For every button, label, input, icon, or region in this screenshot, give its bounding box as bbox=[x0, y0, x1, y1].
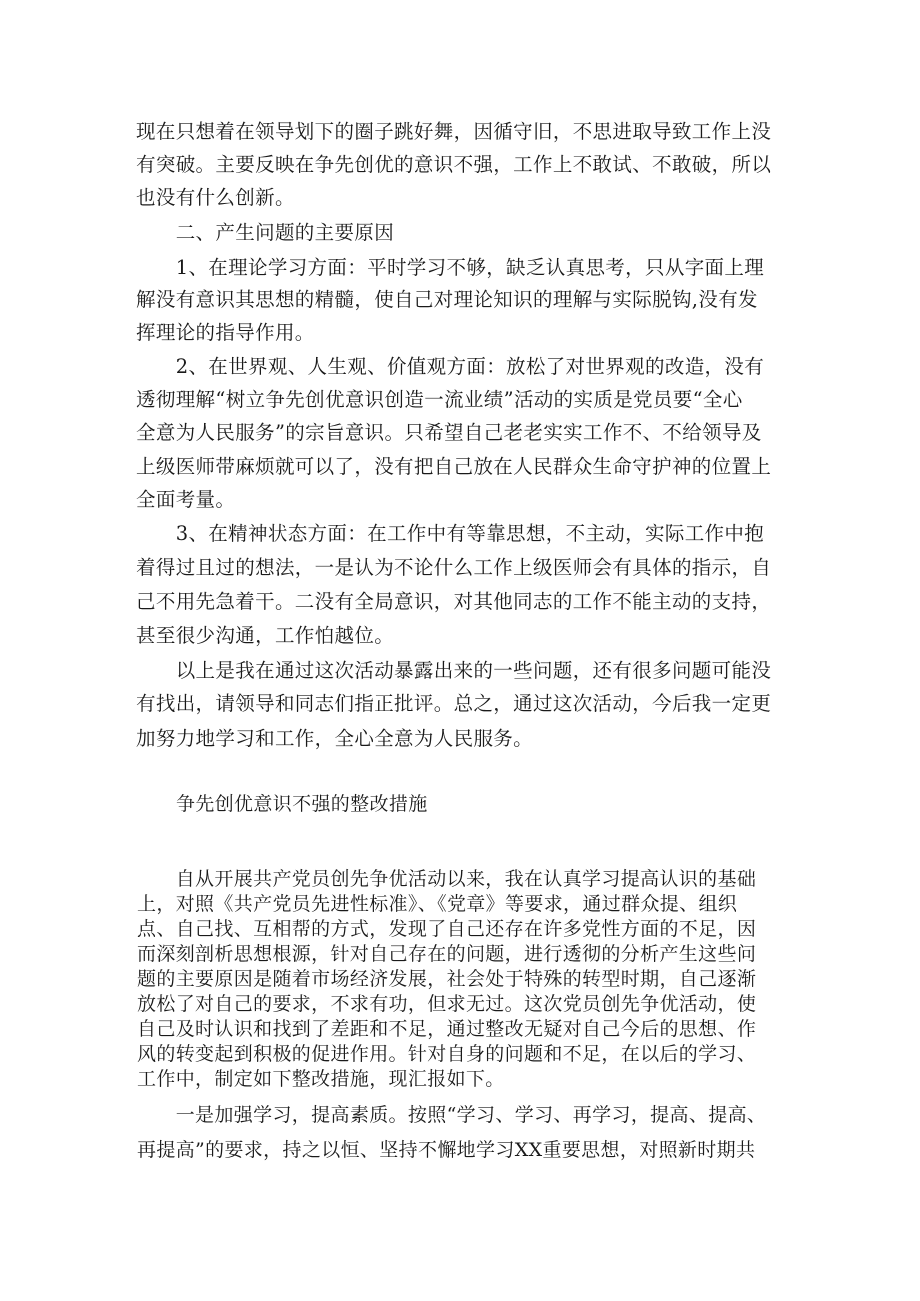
paragraph-line: 透彻理解“树立争先创优意识创造一流业绩”活动的实质是党员要“全心 bbox=[136, 388, 743, 411]
paragraph-line: 自己及时认识和找到了差距和不足，通过整改无疑对自己今后的思想、作 bbox=[137, 1018, 757, 1040]
paragraph-line: 有找出，请领导和同志们指正批评。总之，通过这次活动，今后我一定更 bbox=[136, 692, 772, 715]
paragraph-line: 点、自己找、互相帮的方式，发现了自己还存在许多党性方面的不足，因 bbox=[137, 918, 757, 940]
section-heading: 二、产生问题的主要原因 bbox=[136, 221, 395, 244]
paragraph-line: 2、在世界观、人生观、价值观方面：放松了对世界观的改造，没有 bbox=[136, 355, 765, 378]
paragraph-line: 甚至很少沟通，工作怕越位。 bbox=[136, 624, 395, 647]
paragraph-line: 全意为人民服务”的宗旨意识。只希望自己老老实实工作不、不给领导及 bbox=[136, 421, 762, 444]
paragraph-line: 现在只想着在领导划下的圈子跳好舞，因循守旧，不思进取导致工作上没 bbox=[136, 120, 772, 143]
paragraph-line: 而深刻剖析思想根源，针对自己存在的问题，进行透彻的分析产生这些问 bbox=[137, 943, 757, 965]
paragraph-line: 加努力地学习和工作，全心全意为人民服务。 bbox=[136, 727, 534, 750]
paragraph-line: 己不用先急着干。二没有全局意识，对其他同志的工作不能主动的支持， bbox=[136, 590, 772, 613]
paragraph-line: 挥理论的指导作用。 bbox=[136, 321, 315, 344]
document-title: 争先创优意识不强的整改措施 bbox=[176, 793, 428, 815]
paragraph-line: 以上是我在通过这次活动暴露出来的一些问题，还有很多问题可能没 bbox=[136, 659, 772, 682]
paragraph-line: 3、在精神状态方面：在工作中有等靠思想，不主动，实际工作中抱 bbox=[136, 522, 765, 545]
paragraph-line: 全面考量。 bbox=[136, 488, 236, 511]
paragraph-line: 一是加强学习，提高素质。按照“学习、学习、再学习，提高、提高、 bbox=[137, 1104, 767, 1126]
paragraph-line: 着得过且过的想法，一是认为不论什么工作上级医师会有具体的指示，自 bbox=[136, 556, 772, 579]
paragraph-line: 再提高”的要求，持之以恒、坚持不懈地学习XX重要思想，对照新时期共 bbox=[137, 1139, 756, 1161]
paragraph-line: 放松了对自己的要求，不求有功，但求无过。这次党员创先争优活动，使 bbox=[137, 993, 757, 1015]
paragraph-line: 1、在理论学习方面：平时学习不够，缺乏认真思考，只从字面上理 bbox=[136, 256, 765, 279]
paragraph-line: 自从开展共产党员创先争优活动以来，我在认真学习提高认识的基础 bbox=[137, 868, 757, 890]
paragraph-line: 解没有意识其思想的精髓，使自己对理论知识的理解与实际脱钩,没有发 bbox=[136, 288, 758, 311]
paragraph-line: 工作中，制定如下整改措施，现汇报如下。 bbox=[137, 1068, 505, 1090]
paragraph-line: 风的转变起到积极的促进作用。针对自身的问题和不足，在以后的学习、 bbox=[137, 1043, 757, 1065]
paragraph-line: 上级医师带麻烦就可以了，没有把自己放在人民群众生命守护神的位置上 bbox=[136, 455, 772, 478]
paragraph-line: 上，对照《共产党员先进性标准》、《党章》等要求，通过群众提、组织 bbox=[137, 893, 738, 915]
paragraph-line: 有突破。主要反映在争先创优的意识不强，工作上不敢试、不敢破，所以 bbox=[136, 153, 772, 176]
paragraph-line: 题的主要原因是随着市场经济发展，社会处于特殊的转型时期，自己逐渐 bbox=[137, 968, 757, 990]
paragraph-line: 也没有什么创新。 bbox=[136, 186, 295, 209]
